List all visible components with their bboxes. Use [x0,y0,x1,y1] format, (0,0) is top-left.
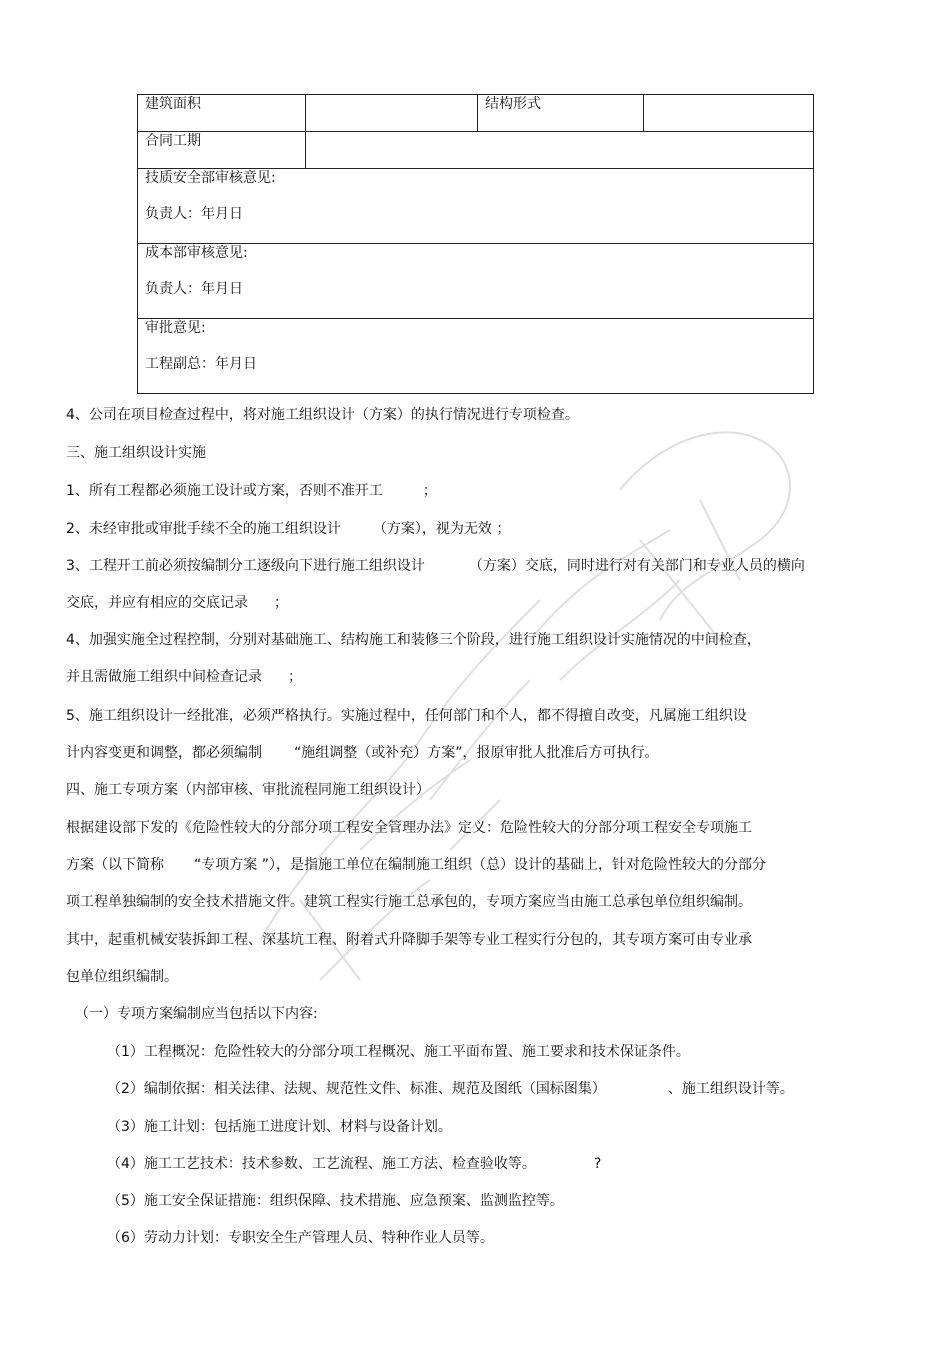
tech-sign: 负责人：年月日 [145,206,243,222]
definition-line: 包单位组织编制。 [66,969,178,985]
table-row [138,169,814,244]
content-item: （5）施工安全保证措施：组织保障、技术措施、应急预案、监测监控等。 [107,1193,564,1209]
table-row [138,319,814,394]
paragraph-4: 4、公司在项目检查过程中，将对施工组织设计（方案）的执行情况进行专项检查。 [66,407,579,423]
cost-opinion: 成本部审核意见: [145,245,248,261]
content-item: （3）施工计划：包括施工进度计划、材料与设备计划。 [107,1119,452,1135]
area-value [306,95,478,132]
definition-line: 方案（以下简称 “专项方案 ”），是指施工单位在编制施工组织（总）设计的基础上，针对危险性较大的分部分 [66,857,766,873]
approve-opinion: 审批意见: [145,320,206,336]
list-item: 2、未经审批或审批手续不全的施工组织设计 （方案），视为无效 ； [66,521,511,537]
approve-sign: 工程副总：年月日 [145,356,257,372]
cost-sign: 负责人：年月日 [145,281,243,297]
approve-opinion-cell [138,319,814,394]
section-heading-3: 三、施工组织设计实施 [66,445,206,461]
list-item: 4、加强实施全过程控制，分别对基础施工、结构施工和装修三个阶段，进行施工组织设计实施情况的中间检查， [66,632,761,648]
content-item: （2）编制依据：相关法律、法规、规范性文件、标准、规范及图纸（国标图集） 、施工组织设计等。 [107,1081,794,1097]
list-item: 5、施工组织设计一经批准，必须严格执行。实施过程中，任何部门和个人，都不得擅自改变，凡属施工组织设 [66,708,747,724]
table-row [138,132,814,169]
list-item-continued: 计内容变更和调整，都必须编制 “施组调整（或补充）方案”，报原审批人批准后方可执行。 [66,745,659,761]
cost-opinion-cell [138,244,814,319]
content-item: （4）施工工艺技术：技术参数、工艺流程、施工方法、检查验收等。 ? [107,1156,602,1172]
table-row [138,95,814,132]
definition-line: 根据建设部下发的《危险性较大的分部分项工程安全管理办法》定义：危险性较大的分部分项工程安全专项施工 [66,820,752,836]
definition-line: 项工程单独编制的安全技术措施文件。建筑工程实行施工总承包的，专项方案应当由施工总承包单位组织编制。 [66,894,752,910]
list-item-continued: 并且需做施工组织中间检查记录 ； [66,669,302,685]
content-item: （1）工程概况：危险性较大的分部分项工程概况、施工平面布置、施工要求和技术保证条件。 [107,1044,690,1060]
list-item: 3、工程开工前必须按编制分工逐级向下进行施工组织设计 （方案）交底，同时进行对有关部门和专业人员的横向 [66,558,805,574]
period-value [306,132,814,169]
structure-label: 结构形式 [478,95,644,132]
content-item: （6）劳动力计划：专职安全生产管理人员、特种作业人员等。 [107,1230,494,1246]
list-item: 1、所有工程都必须施工设计或方案，否则不准开工 ； [66,483,437,499]
area-label: 建筑面积 [138,95,306,132]
subsection-heading: （一）专项方案编制应当包括以下内容: [75,1006,318,1022]
tech-opinion-cell [138,169,814,244]
definition-line: 其中，起重机械安装拆卸工程、深基坑工程、附着式升降脚手架等专业工程实行分包的，其专项方案可由专业承 [66,932,752,948]
period-label: 合同工期 [138,132,306,169]
section-heading-4: 四、施工专项方案（内部审核、审批流程同施工组织设计） [66,782,430,798]
review-table [137,94,814,394]
list-item-continued: 交底，并应有相应的交底记录 ； [66,595,288,611]
table-row [138,244,814,319]
tech-opinion: 技质安全部审核意见: [145,170,276,186]
structure-value [644,95,814,132]
